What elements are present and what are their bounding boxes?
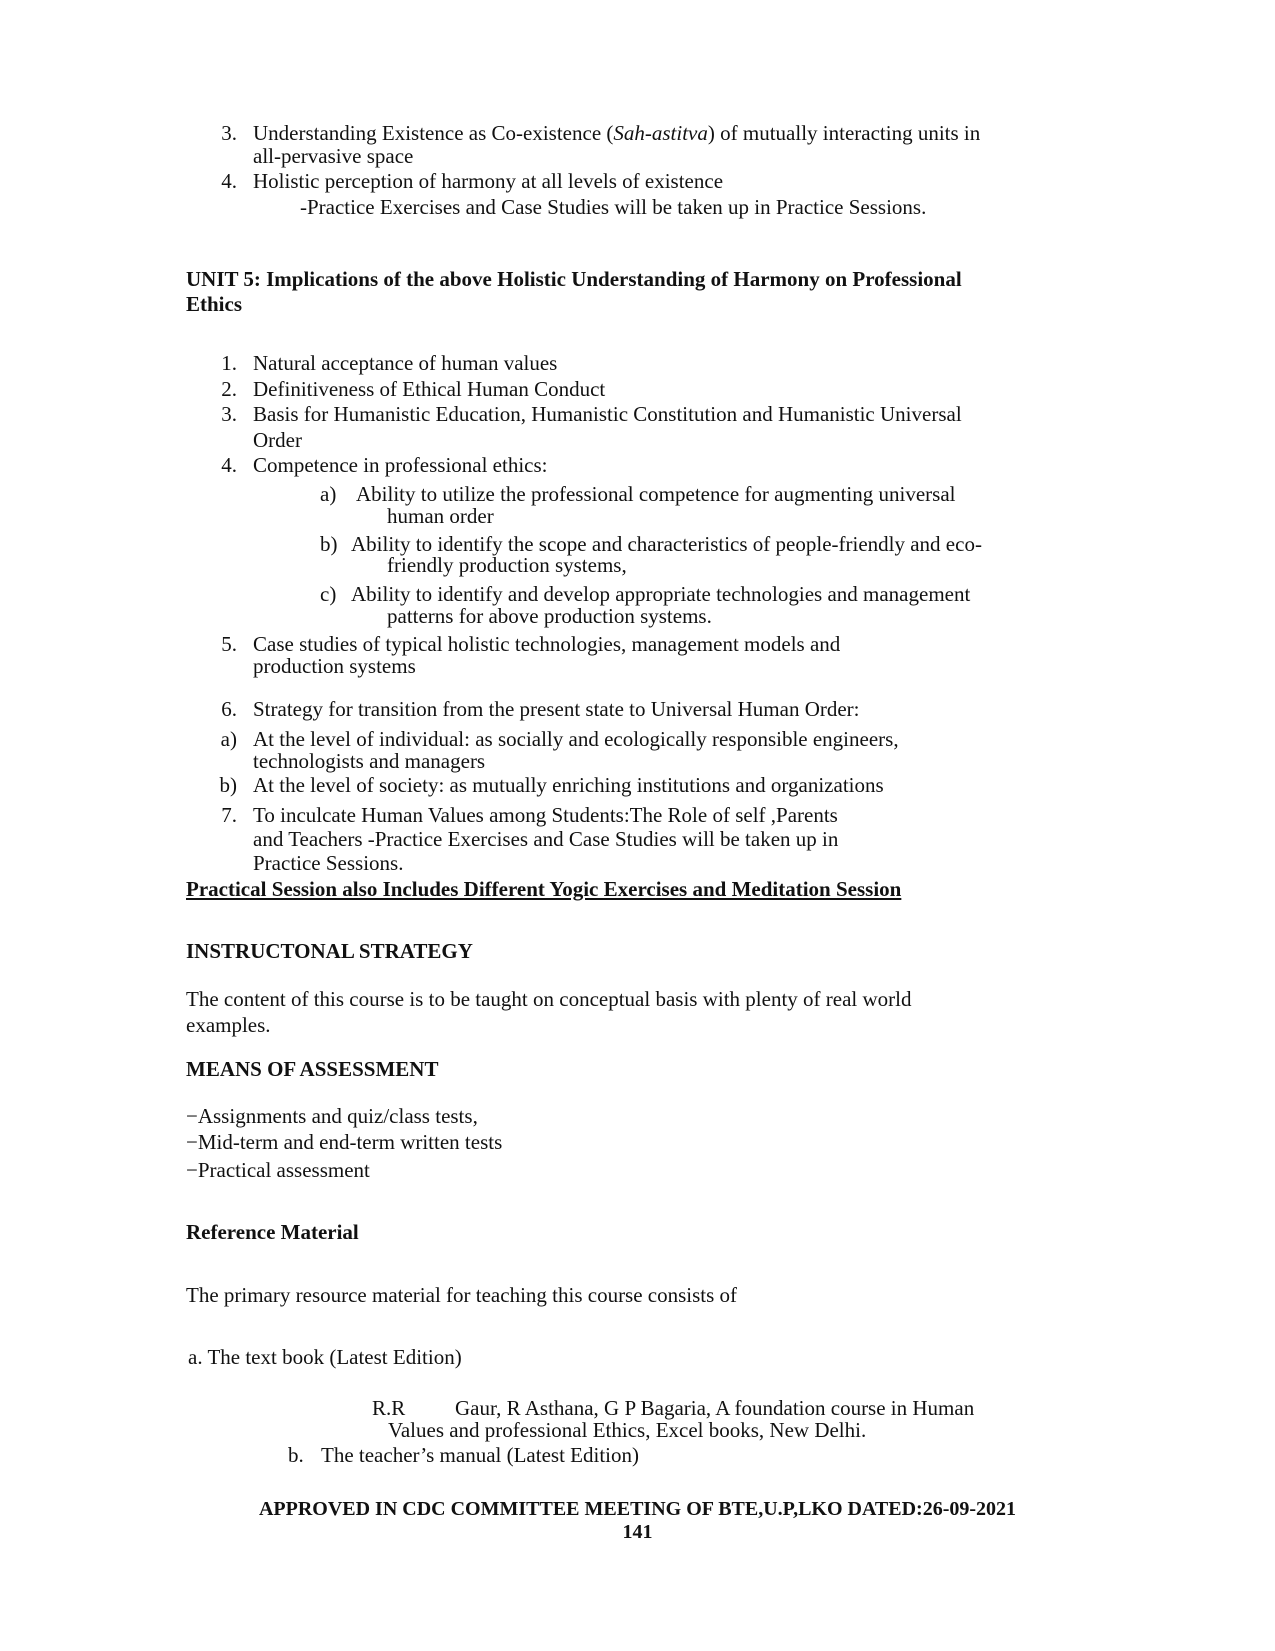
reference-item-a: a. The text book (Latest Edition) [188, 1345, 462, 1369]
list-item-text-cont: and Teachers -Practice Exercises and Case Studies will be taken up in [253, 827, 839, 851]
list-item-text-cont: production systems [253, 654, 416, 678]
list-item-text: Holistic perception of harmony at all levels of existence [253, 169, 724, 193]
assessment-heading: MEANS OF ASSESSMENT [186, 1057, 439, 1081]
unit5-heading-cont: Ethics [186, 292, 243, 316]
list-item-text: Strategy for transition from the present state to Universal Human Order: [253, 697, 860, 721]
reference-item-b: The teacher’s manual (Latest Edition) [321, 1443, 639, 1467]
list-number: 4. [221, 453, 237, 477]
approval-footer: APPROVED IN CDC COMMITTEE MEETING OF BTE,U.P,LKO DATED:26-09-2021 [258, 1498, 1017, 1520]
list-item-text: To inculcate Human Values among Students:The Role of self ,Parents [253, 803, 838, 827]
list-number: 2. [221, 377, 237, 401]
assessment-item: −Assignments and quiz/class tests, [186, 1104, 478, 1128]
sub-item-letter: b) [320, 532, 338, 556]
list-number: 3. [221, 402, 237, 426]
sub-item-text: Ability to identify and develop appropriate technologies and management [351, 582, 971, 606]
book-author-initials: R.R [372, 1396, 406, 1420]
list-number: 4. [221, 169, 237, 193]
instructional-strategy-heading: INSTRUCTONAL STRATEGY [186, 939, 473, 963]
list-item-text: Case studies of typical holistic technologies, management models and [253, 632, 841, 656]
book-citation-cont: Values and professional Ethics, Excel books, New Delhi. [388, 1418, 867, 1442]
list-number: 5. [221, 632, 237, 656]
list-number: 3. [221, 121, 237, 145]
sub-item-text: Ability to utilize the professional competence for augmenting universal [356, 482, 956, 506]
sub-item-text-cont: patterns for above production systems. [387, 604, 712, 628]
list-letter: b) [219, 773, 237, 797]
assessment-item: −Practical assessment [186, 1158, 370, 1182]
paragraph: The content of this course is to be taught on conceptual basis with plenty of real world [186, 987, 912, 1011]
list-item-text: Understanding Existence as Co-existence (Sah-astitva) of mutually interacting units in [253, 121, 981, 145]
practice-note: -Practice Exercises and Case Studies will be taken up in Practice Sessions. [300, 195, 927, 219]
sub-item-text-cont: human order [387, 504, 494, 528]
list-item-text: Competence in professional ethics: [253, 453, 548, 477]
sub-item-text: Ability to identify the scope and characteristics of people-friendly and eco- [351, 532, 982, 556]
reference-heading: Reference Material [186, 1220, 359, 1244]
list-item-text: Natural acceptance of human values [253, 351, 558, 375]
list-item-text-cont: all-pervasive space [253, 144, 414, 168]
assessment-item: −Mid-term and end-term written tests [186, 1130, 503, 1154]
list-item-text-cont: Practice Sessions. [253, 851, 404, 875]
paragraph: The primary resource material for teaching this course consists of [186, 1283, 738, 1307]
sub-item-text-cont: friendly production systems, [387, 553, 627, 577]
list-item-text-cont: technologists and managers [253, 749, 486, 773]
list-item-text: Definitiveness of Ethical Human Conduct [253, 377, 606, 401]
practical-session-note: Practical Session also Includes Different Yogic Exercises and Meditation Session [186, 877, 902, 901]
reference-item-b-label: b. [288, 1443, 304, 1467]
list-item-text-cont: Order [253, 428, 302, 452]
list-number: 6. [221, 697, 237, 721]
list-item-text: At the level of society: as mutually enriching institutions and organizations [253, 773, 884, 797]
page-number: 141 [622, 1521, 653, 1543]
list-letter: a) [220, 727, 237, 751]
list-item-text: Basis for Humanistic Education, Humanistic Constitution and Humanistic Universal [253, 402, 962, 426]
sub-item-letter: c) [320, 582, 337, 606]
paragraph-cont: examples. [186, 1013, 271, 1037]
list-item-text: At the level of individual: as socially and ecologically responsible engineers, [253, 727, 899, 751]
list-number: 1. [221, 351, 237, 375]
list-number: 7. [221, 803, 237, 827]
unit5-heading: UNIT 5: Implications of the above Holistic Understanding of Harmony on Professional [186, 267, 962, 291]
sub-item-letter: a) [320, 482, 337, 506]
book-citation: Gaur, R Asthana, G P Bagaria, A foundation course in Human [455, 1396, 975, 1420]
